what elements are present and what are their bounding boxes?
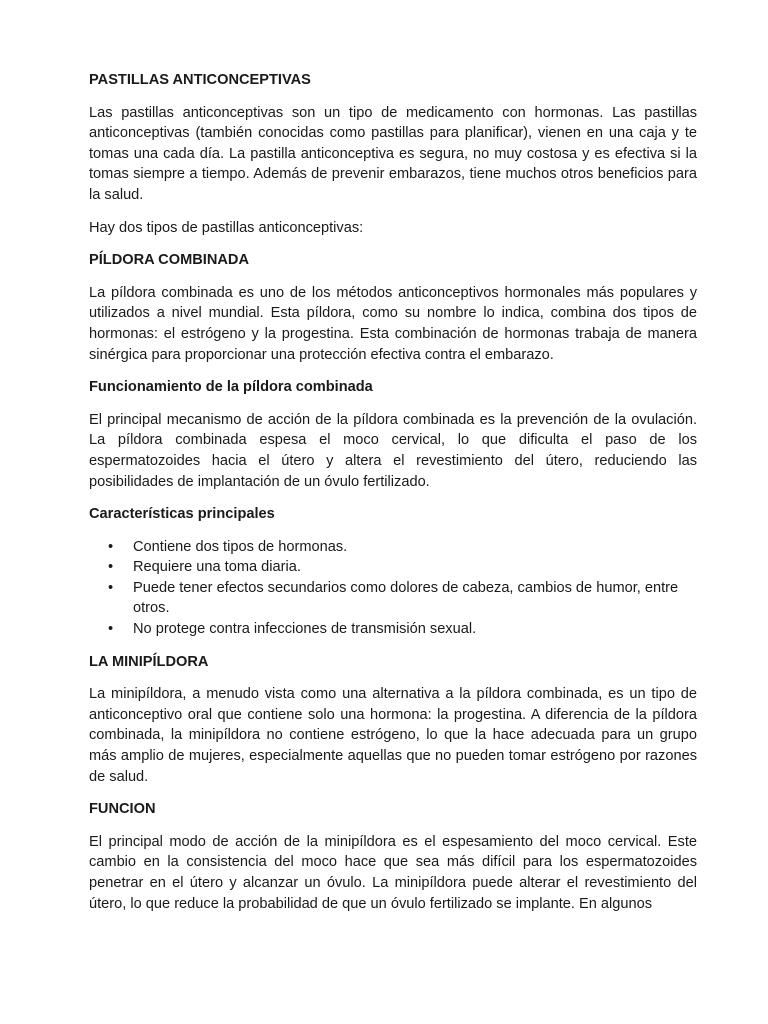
list-item-text: Requiere una toma diaria. — [133, 559, 301, 576]
minipill-function-heading: FUNCION — [89, 801, 156, 818]
bullet-icon: • — [108, 579, 114, 596]
list-item-text: No protege contra infecciones de transmisión sexual. — [133, 621, 477, 638]
list-item — [89, 537, 697, 558]
list-item-text: Contiene dos tipos de hormonas. — [133, 538, 348, 555]
combined-function-paragraph: El principal mecanismo de acción de la píldora combinada es la prevención de la ovulación. La píldora combinada espesa el moco cervical, lo que dificulta el paso de los espermatozoides hacia el útero y altera el revestimiento del útero, reduciendo las posibilidades de implantación de un óvulo fertilizado. — [89, 411, 697, 490]
combined-pill-heading: PÍLDORA COMBINADA — [89, 252, 249, 269]
list-item — [89, 619, 697, 640]
features-list — [89, 537, 697, 640]
list-item — [89, 578, 697, 619]
document-page — [89, 70, 697, 926]
bullet-icon: • — [108, 538, 114, 555]
bullet-icon: • — [108, 621, 114, 638]
types-intro-paragraph: Hay dos tipos de pastillas anticonceptivas: — [89, 219, 364, 236]
features-heading: Características principales — [89, 506, 275, 523]
list-item — [89, 557, 697, 578]
combined-pill-paragraph: La píldora combinada es uno de los métodos anticonceptivos hormonales más populares y utilizados a nivel mundial. Esta píldora, como su nombre lo indica, combina dos tipos de hormonas: el estrógeno y la progestina. Esta combinación de hormonas trabaja de manera sinérgica para proporcionar una protección efectiva contra el embarazo. — [89, 284, 697, 363]
document-title: PASTILLAS ANTICONCEPTIVAS — [89, 72, 311, 88]
minipill-heading: LA MINIPÍLDORA — [89, 653, 209, 670]
minipill-paragraph: La minipíldora, a menudo vista como una alternativa a la píldora combinada, es un tipo de anticonceptivo oral que contiene solo una hormona: la progestina. A diferencia de la píldora combinada, la minipíldora no contiene estrógeno, lo que la hace adecuada para un grupo más amplio de mujeres, especialmente aquellas que no pueden tomar estrógeno por razones de salud. — [89, 686, 697, 785]
intro-paragraph: Las pastillas anticonceptivas son un tipo de medicamento con hormonas. Las pastillas anticonceptivas (también conocidas como pastillas para planificar), vienen en una caja y te tomas una cada día. La pastilla anticonceptiva es segura, no muy costosa y es efectiva si la tomas siempre a tiempo. Además de prevenir embarazos, tiene muchos otros beneficios para la salud. — [89, 104, 697, 203]
minipill-function-paragraph: El principal modo de acción de la minipíldora es el espesamiento del moco cervical. Este cambio en la consistencia del moco hace que sea más difícil para los espermatozoides penetrar en el útero y alcanzar un óvulo. La minipíldora puede alterar el revestimiento del útero, lo que reduce la probabilidad de que un óvulo fertilizado se implante. En algunos — [89, 833, 697, 912]
combined-function-heading: Funcionamiento de la píldora combinada — [89, 379, 373, 396]
bullet-icon: • — [108, 559, 114, 576]
list-item-text: Puede tener efectos secundarios como dolores de cabeza, cambios de humor, entre otros. — [133, 579, 679, 617]
